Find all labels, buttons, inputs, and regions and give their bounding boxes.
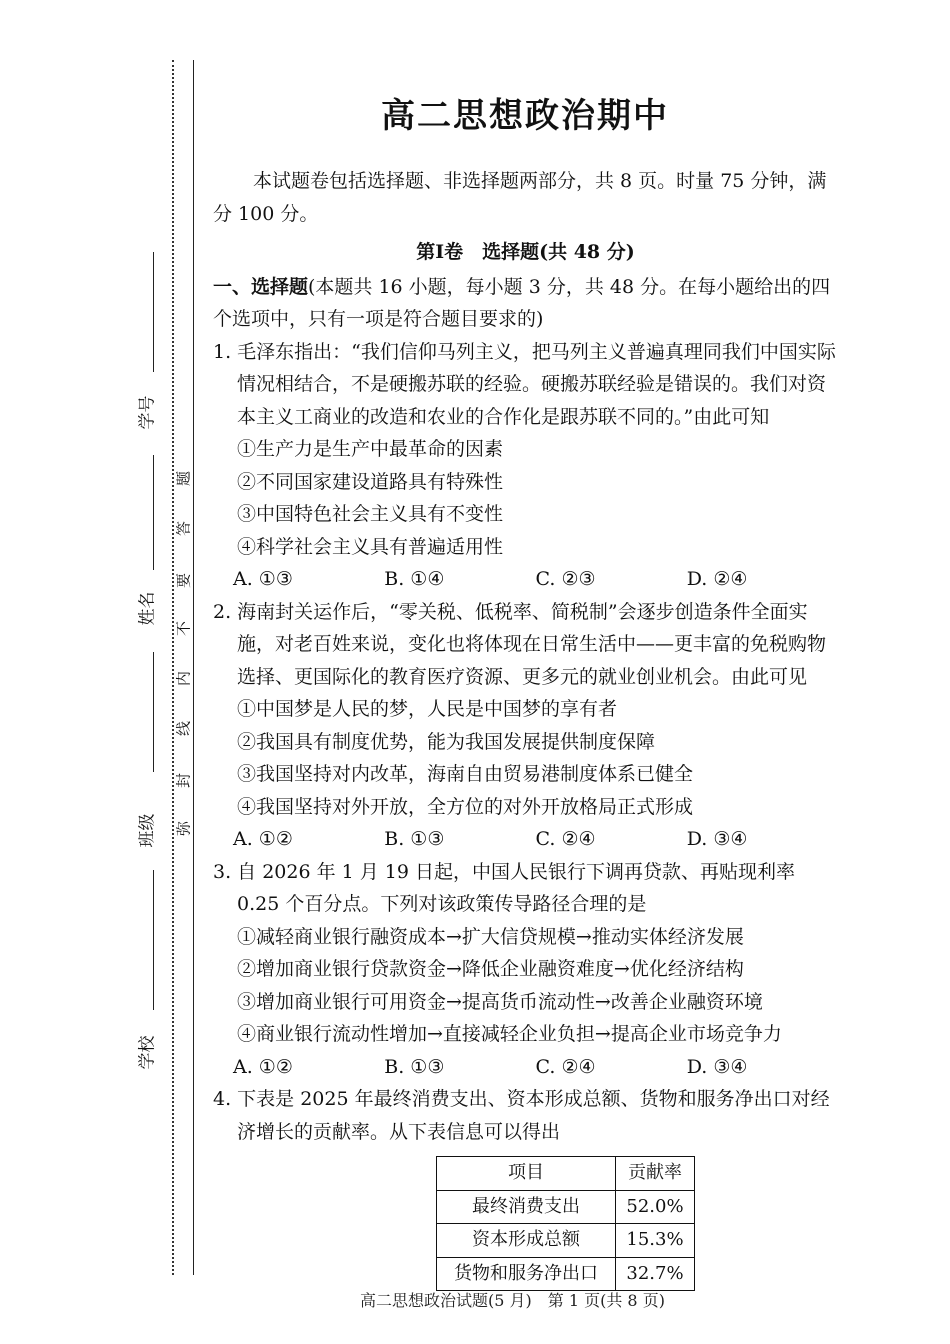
table-wrap [213, 1156, 838, 1291]
table-header: 项目 [437, 1157, 616, 1191]
student-id-field[interactable] [153, 252, 154, 372]
question-1 [213, 336, 838, 596]
table-row [437, 1224, 695, 1258]
choice-d[interactable]: D. ②④ [686, 568, 748, 590]
table-header: 贡献率 [616, 1157, 695, 1191]
seal-char: 题 [174, 471, 193, 487]
table-cell: 15.3% [616, 1224, 695, 1258]
intro-text: 本试题卷包括选择题、非选择题两部分，共 8 页。时量 75 分钟，满分 100 分。 [213, 170, 827, 225]
option: ④商业银行流动性增加→直接减轻企业负担→提高企业市场竞争力 [237, 1023, 782, 1045]
binding-solid-line [193, 60, 194, 1275]
school-field[interactable] [153, 870, 154, 1010]
choice-b[interactable]: B. ①④ [384, 568, 445, 590]
choice-c[interactable]: C. ②④ [535, 1055, 596, 1078]
school-label: 学校 [137, 1035, 158, 1070]
seal-char: 封 [174, 773, 193, 789]
option: ③增加商业银行可用资金→提高货币流动性→改善企业融资环境 [237, 990, 763, 1013]
option: ③我国坚持对内改革，海南自由贸易港制度体系已健全 [237, 763, 694, 785]
answer-choices [213, 1051, 838, 1084]
question-stem: 2. 海南封关运作后，“零关税、低税率、简税制”会逐步创造条件全面实施，对老百姓来说，变化也将体现在日常生活中——更丰富的免税购物选择、更国际化的教育医疗资源、更多元的就业创业机会。由此可见 [213, 600, 827, 688]
option: ②不同国家建设道路具有特殊性 [237, 470, 504, 493]
choice-c[interactable]: C. ②④ [535, 828, 596, 850]
student-id-label: 学号 [137, 395, 158, 430]
answer-choices [213, 563, 838, 596]
table-header-row [437, 1157, 695, 1191]
choice-a[interactable]: A. ①② [233, 1055, 293, 1078]
option: ①减轻商业银行融资成本→扩大信贷规模→推动实体经济发展 [237, 925, 744, 948]
class-field[interactable] [153, 652, 154, 772]
section-lead: 一、选择题 [213, 275, 309, 298]
table-row [437, 1257, 695, 1291]
choice-b[interactable]: B. ①③ [384, 1055, 445, 1078]
name-label: 姓名 [137, 591, 158, 626]
seal-char: 要 [174, 573, 193, 589]
question-stem: 3. 自 2026 年 1 月 19 日起，中国人民银行下调再贷款、再贴现利率 0.25 个百分点。下列对该政策传导路径合理的是 [213, 860, 796, 915]
question-stem: 4. 下表是 2025 年最终消费支出、资本形成总额、货物和服务净出口对经济增长的贡献率。从下表信息可以得出 [213, 1088, 830, 1143]
exam-content [213, 165, 838, 1291]
option: ①中国梦是人民的梦，人民是中国梦的享有者 [237, 698, 618, 720]
seal-char: 不 [174, 621, 193, 637]
table-cell: 32.7% [616, 1257, 695, 1291]
table-cell: 52.0% [616, 1190, 695, 1224]
exam-title: 高二思想政治期中 [381, 96, 669, 136]
option: ②增加商业银行贷款资金→降低企业融资难度→优化经济结构 [237, 958, 744, 980]
contribution-table [436, 1156, 695, 1291]
option: ④科学社会主义具有普遍适用性 [237, 535, 504, 558]
question-4 [213, 1083, 838, 1291]
option: ④我国坚持对外开放，全方位的对外开放格局正式形成 [237, 795, 694, 818]
section-heading [213, 271, 838, 336]
section-note: (本题共 16 小题，每小题 3 分，共 48 分。在每小题给出的四个选项中，只有一项是符合题目要求的) [213, 275, 831, 330]
option: ②我国具有制度优势，能为我国发展提供制度保障 [237, 730, 656, 753]
option: ③中国特色社会主义具有不变性 [237, 503, 504, 525]
question-2 [213, 596, 838, 856]
page-footer: 高二思想政治试题(5 月) 第 1 页(共 8 页) [360, 1291, 665, 1310]
table-cell: 货物和服务净出口 [437, 1257, 616, 1291]
seal-char: 答 [174, 521, 193, 537]
choice-a[interactable]: A. ①② [233, 828, 293, 850]
table-cell: 资本形成总额 [437, 1224, 616, 1258]
class-label: 班级 [137, 813, 158, 848]
binding-dotted-line [172, 60, 174, 1275]
option: ①生产力是生产中最革命的因素 [237, 438, 504, 460]
table-row [437, 1190, 695, 1224]
answer-choices [213, 823, 838, 856]
question-stem: 1. 毛泽东指出：“我们信仰马列主义，把马列主义普遍真理同我们中国实际情况相结合，不是硬搬苏联的经验。硬搬苏联经验是错误的。我们对资本主义工商业的改造和农业的合作化是跟苏联不同的。”由此可知 [213, 340, 836, 428]
choice-b[interactable]: B. ①③ [384, 828, 445, 850]
part-title: 第Ⅰ卷 选择题(共 48 分) [416, 241, 635, 263]
choice-d[interactable]: D. ③④ [686, 828, 748, 850]
question-3 [213, 856, 838, 1084]
choice-a[interactable]: A. ①③ [233, 568, 293, 590]
choice-c[interactable]: C. ②③ [535, 568, 596, 590]
seal-char: 线 [174, 721, 193, 737]
seal-char: 弥 [174, 821, 193, 837]
table-cell: 最终消费支出 [437, 1190, 616, 1224]
name-field[interactable] [153, 455, 154, 570]
seal-char: 内 [174, 671, 193, 687]
choice-d[interactable]: D. ③④ [686, 1055, 748, 1078]
